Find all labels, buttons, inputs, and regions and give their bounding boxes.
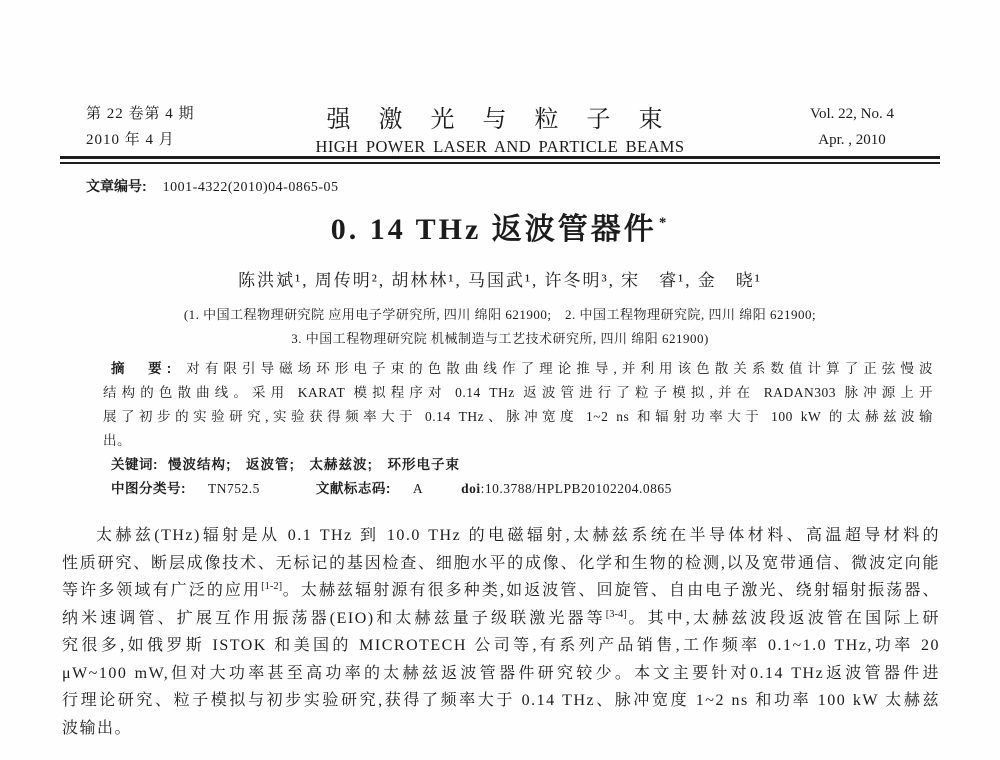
body-line-4-text: 纳米速调管、扩展互作用振荡器(EIO)和太赫兹量子级联激光器等 <box>62 609 606 627</box>
abstract-label: 摘 要: <box>111 361 172 376</box>
doc-code-label: 文献标志码: <box>315 481 391 496</box>
body-line-4 <box>62 605 940 633</box>
affiliations <box>0 303 1000 351</box>
abstract-line-1 <box>103 357 933 381</box>
keywords-line <box>103 453 933 477</box>
journal-title-en: HIGH POWER LASER AND PARTICLE BEAMS <box>315 137 685 156</box>
abstract-line-3: 展了初步的实验研究,实验获得频率大于 0.14 THz、脉冲宽度 1~2 ns 和辐射功率大于 100 kW 的太赫兹波输 <box>103 409 933 424</box>
citation-ref-1-2: [1-2] <box>261 581 283 592</box>
journal-title-cn: 强 激 光 与 粒 子 束 <box>326 107 674 133</box>
body-line-2: 性质研究、断层成像技术、无标记的基因检查、细胞水平的成像、化学和生物的检测,以及宽带通信、微波定向能 <box>62 554 940 572</box>
classification-line <box>103 477 933 501</box>
doc-code-value: A <box>412 481 424 496</box>
article-number-label: 文章编号: <box>86 178 147 194</box>
header-volume-info <box>782 101 922 153</box>
body-line-3 <box>62 577 940 605</box>
body-line-5: 究很多,如俄罗斯 ISTOK 和美国的 MICROTECH 公司等,有系列产品销售,工作频率 0.1~1.0 THz,功率 20 <box>62 637 940 654</box>
clc-value: TN752.5 <box>208 481 260 496</box>
body-line-6: μW~100 mW,但对大功率甚至高功率的太赫兹返波管器件研究较少。本文主要针对0.14 THz返波管器件进 <box>62 664 940 682</box>
header-issue-date: 2010 年 4 月 <box>86 132 175 148</box>
article-number-line <box>86 176 338 196</box>
abstract-section <box>103 357 933 501</box>
abstract-text-1: 对有限引导磁场环形电子束的色散曲线作了理论推导,并利用该色散关系数值计算了正弦慢波 <box>181 361 933 376</box>
paper-title-text: 0. 14 THz 返波管器件 <box>330 213 657 246</box>
header-divider <box>60 156 940 164</box>
header-issue-volume: 第 22 卷第 4 期 <box>86 106 195 122</box>
keywords-label: 关键词: <box>111 457 158 472</box>
doi-value: :10.3788/HPLPB20102204.0865 <box>480 481 672 496</box>
authors-line: 陈洪斌¹, 周传明², 胡林林¹, 马国武¹, 许冬明³, 宋 睿¹, 金 晓¹ <box>238 271 762 290</box>
paper-title-footnote-marker: * <box>658 215 670 231</box>
body-line-7: 行理论研究、粒子模拟与初步实验研究,获得了频率大于 0.14 THz、脉冲宽度 1~2 ns 和功率 100 kW 太赫兹 <box>62 692 940 709</box>
affiliation-line-1: (1. 中国工程物理研究院 应用电子学研究所, 四川 绵阳 621900; 2. 中国工程物理研究院, 四川 绵阳 621900; <box>183 307 817 322</box>
body-paragraph <box>62 522 940 742</box>
body-line-3-text: 等许多领域有广泛的应用 <box>62 582 262 599</box>
keywords-text: 慢波结构; 返波管; 太赫兹波; 环形电子束 <box>168 457 460 472</box>
body-line-8: 波输出。 <box>62 719 133 737</box>
clc-label: 中图分类号: <box>111 481 186 496</box>
doi-label: doi <box>461 481 481 496</box>
abstract-line-2: 结构的色散曲线。采用 KARAT 模拟程序对 0.14 THz 返波管进行了粒子模拟,并在 RADAN303 脉冲源上开 <box>103 385 933 400</box>
abstract-line-4: 出。 <box>103 433 131 448</box>
body-line-4-text-cont: 。其中,太赫兹波段返波管在国际上研 <box>626 609 940 627</box>
header-volume-number: Vol. 22, No. 4 <box>810 106 894 122</box>
affiliation-line-2: 3. 中国工程物理研究院 机械制造与工艺技术研究所, 四川 绵阳 621900) <box>291 331 709 346</box>
header-volume-date: Apr. , 2010 <box>818 132 886 148</box>
paper-title <box>0 204 1000 248</box>
citation-ref-3-4: [3-4] <box>605 608 627 620</box>
article-number-value: 1001-4322(2010)04-0865-05 <box>162 180 339 195</box>
body-line-3-text-cont: 。太赫兹辐射源有很多种类,如返波管、回旋管、自由电子激光、绕射辐射振荡器、 <box>282 582 940 599</box>
body-line-1: 太赫兹(THz)辐射是从 0.1 THz 到 10.0 THz 的电磁辐射,太赫兹系统在半导体材料、高温超导材料的 <box>96 527 940 544</box>
